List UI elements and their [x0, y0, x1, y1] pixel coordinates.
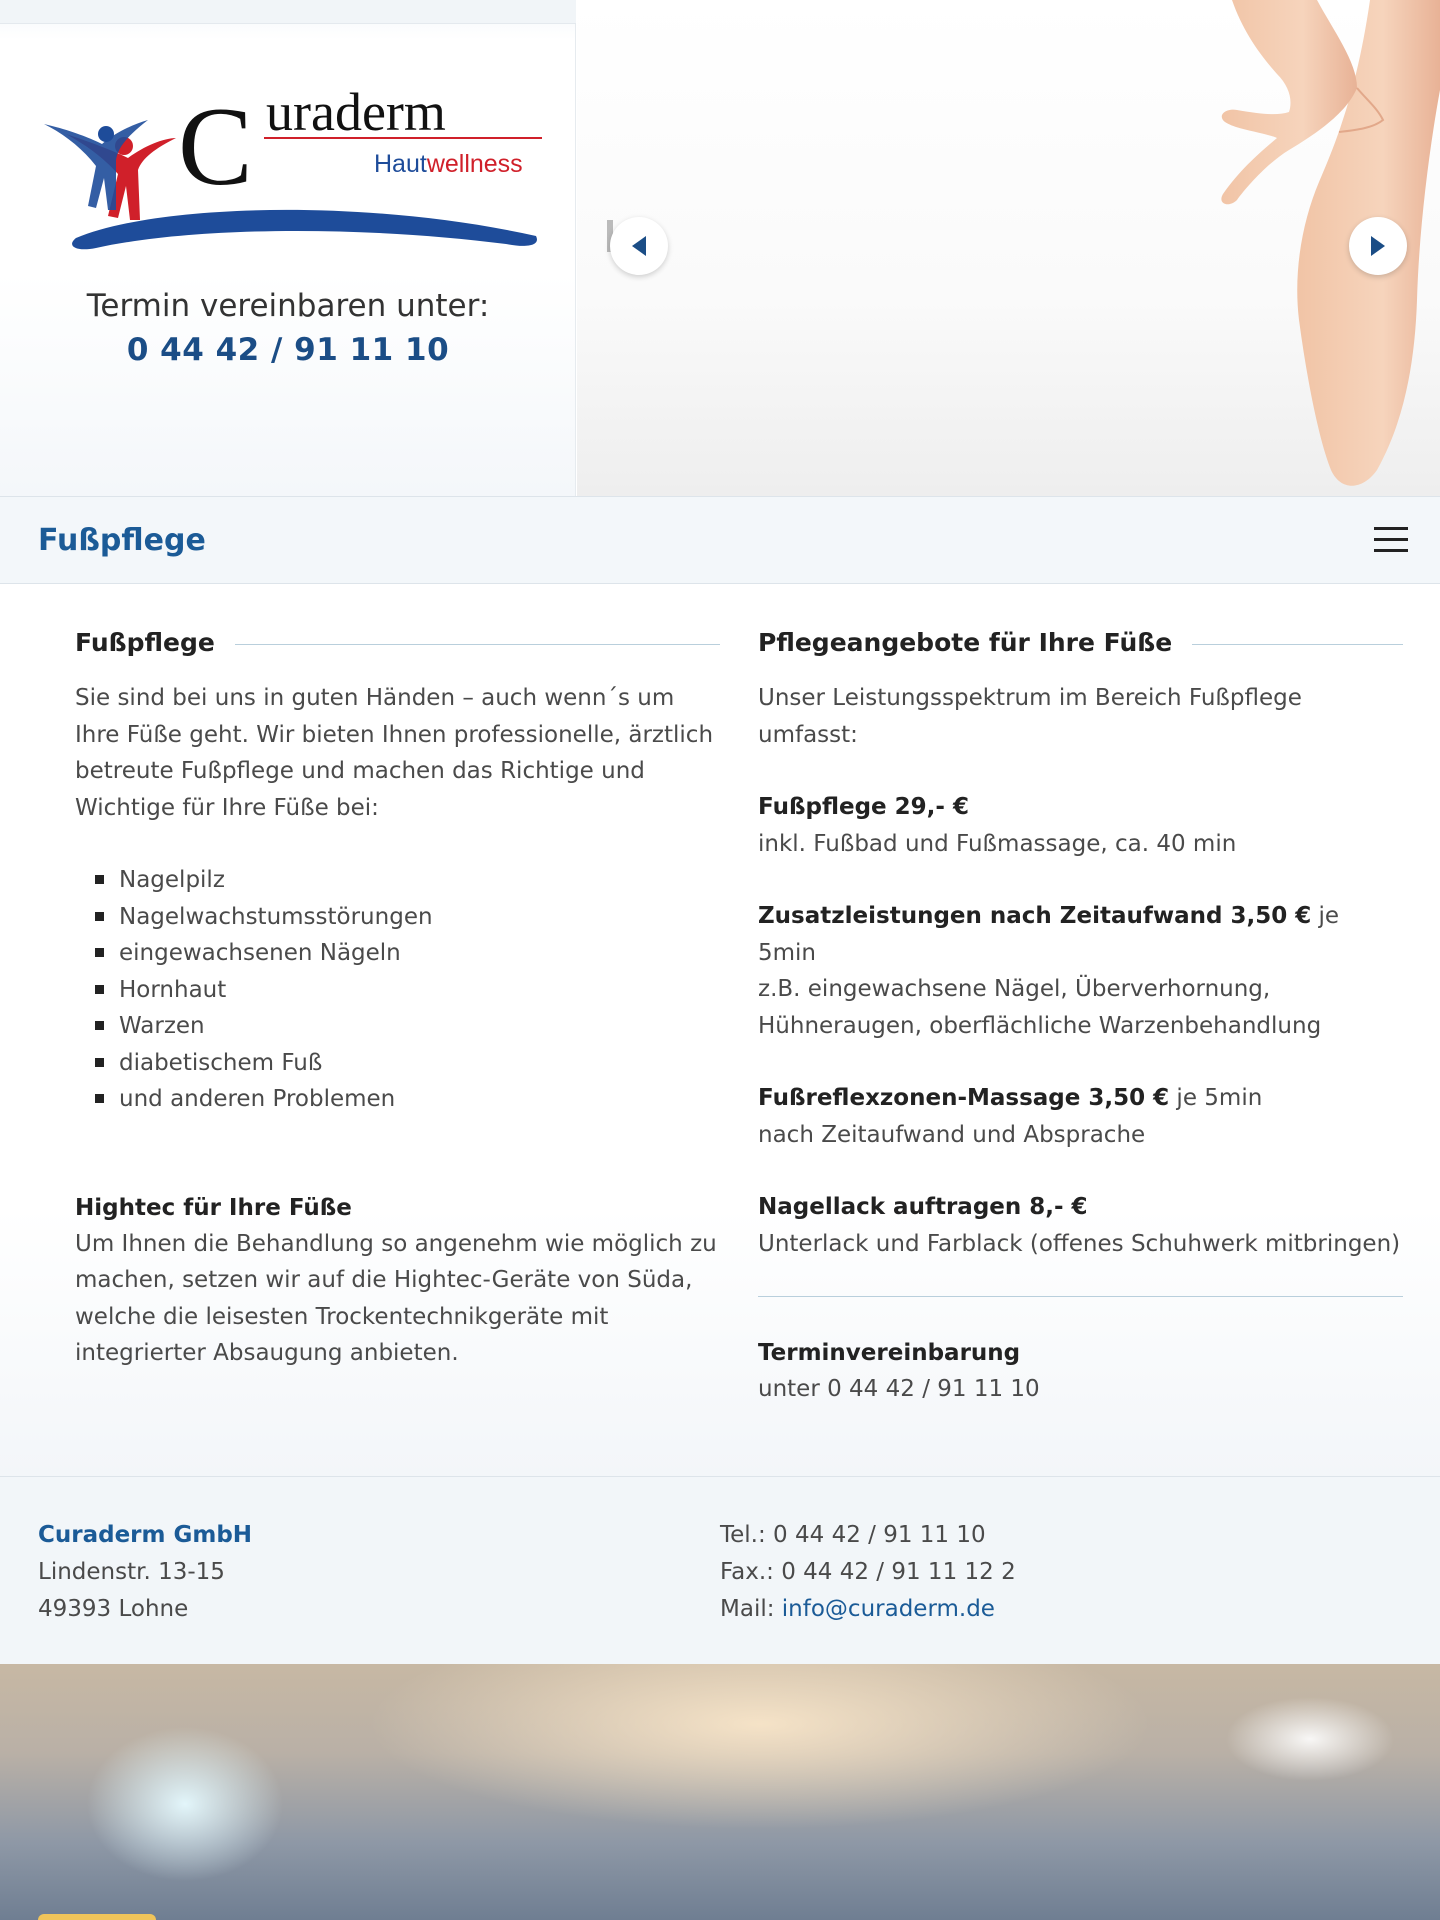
logo-brand-text: uraderm — [266, 86, 446, 142]
offer-title: Nagellack auftragen 8,- € — [758, 1194, 1088, 1220]
telephone: Tel.: 0 44 42 / 91 11 10 — [720, 1522, 986, 1548]
hightec-text: Um Ihnen die Behandlung so angenehm wie möglich zu machen, setzen wir auf die Hightec-Geräte von Süda, welche die leisesten Trockentechnikgeräte mit integrierter Absaugung anbieten. — [75, 1230, 717, 1366]
offer-title: Zusatzleistungen nach Zeitaufwand 3,50 € je 5min — [758, 903, 1340, 966]
logo-tagline: Hautwellness — [374, 150, 523, 178]
content-divider — [758, 1296, 1403, 1297]
company-name: Curaderm GmbH — [38, 1522, 253, 1548]
offer-item — [758, 898, 1403, 1044]
heading-divider — [235, 644, 720, 645]
site-footer — [0, 1476, 1440, 1664]
mail-line — [720, 1591, 1016, 1628]
city: 49393 Lohne — [38, 1596, 189, 1622]
list-item: und anderen Problemen — [95, 1081, 720, 1118]
offer-item — [758, 1189, 1403, 1262]
bottom-tab[interactable] — [38, 1914, 156, 1920]
page-title: Fußpflege — [38, 523, 206, 558]
termin-title: Terminvereinbarung — [758, 1340, 1021, 1366]
hamburger-icon-line — [1374, 549, 1408, 552]
intro-text: Sie sind bei uns in guten Händen – auch wenn´s um Ihre Füße geht. Wir bieten Ihnen professionelle, ärztlich betreute Fußpflege und machen das Richtige und Wichtige für Ihre Füße bei: — [75, 685, 714, 821]
curaderm-logo[interactable] — [36, 86, 542, 254]
termin-text: unter 0 44 42 / 91 11 10 — [758, 1376, 1040, 1402]
list-item: Nagelpilz — [95, 862, 720, 899]
offer-title: Fußreflexzonen-Massage 3,50 € je 5min — [758, 1085, 1263, 1111]
list-item: diabetischem Fuß — [95, 1045, 720, 1082]
triangle-left-icon — [630, 235, 648, 257]
offer-title: Fußpflege 29,- € — [758, 794, 969, 820]
offer-item — [758, 789, 1403, 862]
section-heading-text: Pflegeangebote für Ihre Füße — [758, 627, 1173, 657]
footer-contact — [720, 1517, 1016, 1628]
offers-intro: Unser Leistungsspektrum im Bereich Fußpflege umfasst: — [758, 685, 1302, 748]
footer-address — [38, 1517, 252, 1628]
hamburger-icon-line — [1374, 538, 1408, 541]
site-header — [0, 0, 1440, 496]
offer-description: nach Zeitaufwand und Absprache — [758, 1121, 1146, 1148]
offer-description: Unterlack und Farblack (offenes Schuhwerk mitbringen) — [758, 1230, 1401, 1257]
section-heading-fusspflege — [75, 624, 720, 660]
main-content — [0, 584, 1440, 1476]
feet-image — [577, 0, 1440, 496]
hightec-title: Hightec für Ihre Füße — [75, 1194, 352, 1221]
image-slider[interactable] — [577, 0, 1440, 496]
list-item: Warzen — [95, 1008, 720, 1045]
logo-panel — [0, 0, 576, 496]
offer-item — [758, 1080, 1403, 1153]
slider-prev-button[interactable] — [610, 217, 668, 275]
section-heading-text: Fußpflege — [75, 627, 215, 657]
nav-bar — [0, 496, 1440, 584]
hamburger-menu-button[interactable] — [1374, 527, 1414, 555]
top-strip — [0, 0, 576, 24]
mail-label: Mail: — [720, 1596, 782, 1622]
slider-next-button[interactable] — [1349, 217, 1407, 275]
heading-divider — [1192, 644, 1403, 645]
problem-list — [75, 862, 720, 1118]
section-heading-pflegeangebote — [758, 624, 1403, 660]
offer-description: inkl. Fußbad und Fußmassage, ca. 40 min — [758, 830, 1237, 857]
hamburger-icon-line — [1374, 527, 1408, 530]
street: Lindenstr. 13-15 — [38, 1559, 225, 1585]
mail-link[interactable]: info@curaderm.de — [781, 1596, 995, 1622]
appointment-label: Termin vereinbaren unter: — [86, 288, 490, 324]
offer-description: z.B. eingewachsene Nägel, Überverhornung, Hühneraugen, oberflächliche Warzenbehandlung — [758, 976, 1322, 1039]
appointment-phone[interactable]: 0 44 42 / 91 11 10 — [126, 332, 450, 368]
right-column — [758, 624, 1403, 1408]
sky-background-image — [0, 1664, 1440, 1920]
list-item: Hornhaut — [95, 972, 720, 1009]
list-item: eingewachsenen Nägeln — [95, 935, 720, 972]
fax: Fax.: 0 44 42 / 91 11 12 2 — [720, 1559, 1016, 1585]
triangle-right-icon — [1369, 235, 1387, 257]
left-column — [75, 624, 720, 1372]
logo-c-letter: C — [178, 86, 253, 209]
list-item: Nagelwachstumsstörungen — [95, 899, 720, 936]
